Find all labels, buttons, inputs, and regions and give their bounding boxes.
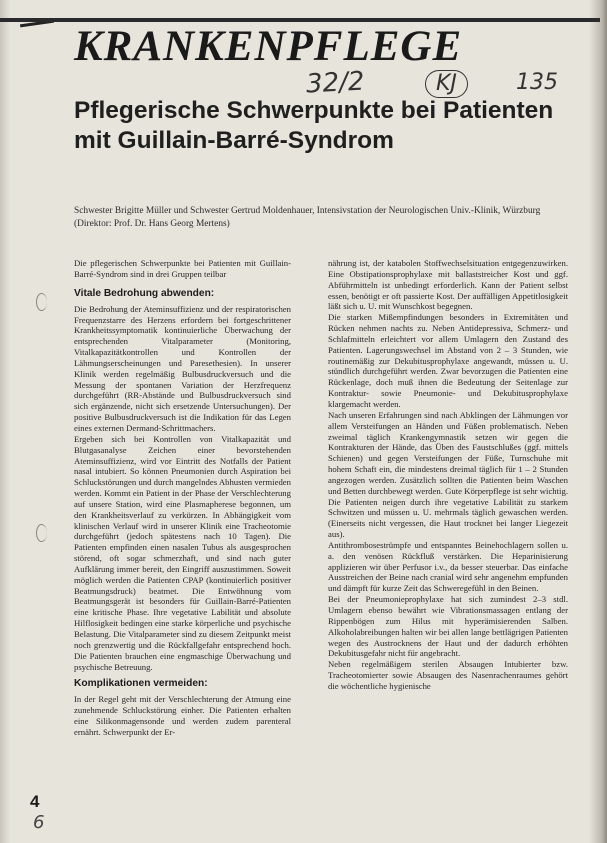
body-paragraph: Antithrombosestrümpfe und entspanntes Beinehochlagern sollen u. a. den venösen Rückfluß verstärken. Die Heparinisierung applizieren wir über Perfusor i.v., da besser steuerbar. Das einfache Ausstreichen der Beine nach cranial wird sehr angenehm empfunden und dämpft für kurze Zeit das Schweregefühl in den Beinen.	[328, 539, 568, 594]
body-paragraph: Ergeben sich bei Kontrollen von Vitalkapazität und Blutgasanalyse Zeichen einer bevorstehenden Ateminsuffizienz, wird vor Eintritt des Notfalls der Patient nasal intubiert. So können Pneumonien durch Aspiration bei Schluckstörungen und durch mangelndes Abhusten vermieden werden. Kommt ein Patient in der Phase der Verschlechterung auf unsere Station, wird eine Plasmapherese begonnen, um den Krankheitsverlauf zu verkürzen. In Abhängigkeit vom klinischen Verlauf wird in unserer Klinik eine Tracheotomie durchgeführt (jedoch spätestens nach 10 Tagen). Die Patienten empfinden einen nasalen Tubus als ausgesprochen störend, oft sogar schmerzhaft, und sind nach guter Aufklärung immer bereit, den Eingriff auszustimmen. Soweit möglich werden die Patienten CPAP (kontinuierlich positiver Beatmungsdruck) beatmet. Die Entwöhnung vom Beatmungsgerät ist besonders für Guillain-Barré-Patienten eine kritische Phase. Ihre vegetative Labilität und absolute Hilflosigkeit bedingen eine starke körperliche und psychische Belastung. Die Vitalparameter sind zu diesem Zeitpunkt meist noch grenzwertig und die Rückfallgefahr entsprechend hoch. Die Patienten brauchen eine engmaschige Überwachung und psychische Betreuung.	[74, 433, 291, 672]
handwritten-reference-circled: KJ	[425, 70, 468, 98]
handwritten-reference: 32/2	[305, 66, 366, 100]
body-paragraph: nährung ist, der katabolen Stoffwechselsituation entgegenzuwirken. Eine Obstipationsprophylaxe mit ballaststreicher Kost und ggf. Abführmitteln ist unbedingt erforderlich. Kann der Patient selbst essen, benötigt er oft passierte Kost. Der auffälligen Appetitlosigkeit läßt sich u. U. mit Wunschkost begegnen.	[328, 258, 568, 312]
body-paragraph: Bei der Pneumonieprophylaxe hat sich zumindest 2–3 stdl. Umlagern ebenso bewährt wie Vibrationsmassagen entlang der Rippenbögen zum Hilus mit hyperämisierenden Salben. Alkoholabreibungen halten wir bei allen lange bettlägrigen Patienten wegen des Austrocknens der Haut und der dadurch erhöhten Dekubitusgefahr nicht für angebracht.	[328, 594, 568, 659]
masthead-rule	[0, 18, 600, 22]
handwritten-page-number: 6	[33, 812, 45, 833]
body-paragraph: In der Regel geht mit der Verschlechterung der Atmung eine zunehmende Schluckstörung einher. Die Patienten erhalten eine Silikonmagensonde und werden zudem parenteral ernährt. Schwerpunkt der Er-	[74, 694, 291, 737]
body-paragraph: Die starken Mißempfindungen besonders in Extremitäten und Rücken nehmen nachts zu. Neben Antidepressiva, Schmerz- und Schlafmitteln erleichtert vor allem Umlagern den Zustand des Patienten. Lagerungswechsel im Abstand von 2 – 3 Stunden, wie routinemäßig zur Dekubitusprophylaxe angewandt, müssen u. U. stündlich durchgeführt werden. Zwar bevorzugen die Patienten eine Rückenlage, doch muß ihnen die Bedeutung der Seitenlage zur Kontraktur- sowie Pneumonie- und Dekubitusprophylaxe klargemacht werden.	[328, 312, 568, 409]
text-column-right	[328, 258, 568, 692]
handwritten-reference-number: 135	[516, 70, 558, 95]
author-byline: Schwester Brigitte Müller und Schwester Gertrud Moldenhauer, Intensivstation der Neurologischen Univ.-Klinik, Würzburg (Direktor: Prof. Dr. Hans Georg Mertens)	[74, 206, 541, 229]
intro-paragraph: Die pflegerischen Schwerpunkte bei Patienten mit Guillain-Barré-Syndrom sind in drei Gruppen teilbar	[74, 258, 291, 279]
section-title: KRANKENPFLEGE	[74, 23, 463, 70]
punch-hole-mark	[36, 293, 47, 311]
body-paragraph: Neben regelmäßigem sterilen Absaugen Intubierter bzw. Tracheotomierter sowie Absaugen des Nasenrachenraumes gehört die wöchentliche hygienische	[328, 659, 568, 691]
masthead	[0, 0, 600, 72]
article-title: Pflegerische Schwerpunkte bei Patienten mit Guillain-Barré-Syndrom	[74, 97, 554, 154]
section-heading: Komplikationen vermeiden:	[74, 678, 208, 690]
text-column-left	[74, 258, 291, 738]
body-paragraph: Die Bedrohung der Ateminsuffizienz und der respiratorischen Frequenzstarre des Herzens erfordern bei fortgeschrittener Krankheitssymptomatik kontinuierliche Überwachung der entsprechenden Vitalparameter (Monitoring, Vitalkapazitätkontrollen und Kontrollen der Lähmungserscheinungen und Paresethesien). In unserer Klinik werden regelmäßig Bulbusdruckversuch und die Messung der spontanen Variation der Herzfrequenz durchgeführt (RR-Abstände und Bulbusdruckversuch sind sich ergänzende, nicht sich ersetzende Untersuchungen). Der positive Bulbusdruckversuch ist die Indikation für das Legen eines externen Dermand-Schrittmachers.	[74, 303, 291, 433]
body-paragraph: Nach unseren Erfahrungen sind nach Abklingen der Lähmungen vor allem Versteifungen an Händen und Füßen problematisch. Neben zweimal täglich Krankengymnastik setzen wir gegen die Kontrakturen der Hände, das Üben des Faustschlußes (ggf. mittels Schienen) und gegen Versteifungen der Füße, Turnschuhe mit hohem Schaft ein, die mindestens dreimal täglich für 1 – 2 Stunden angezogen werden. Zusätzlich sollten die Patienten beim Waschen und Betten durchbewegt werden. Gute Körperpflege ist sehr wichtig. Die Patienten neigen durch ihre vegetative Labilität zu starkem Schwitzen und müssen u. U. mehrmals täglich gewaschen werden. (Einerseits nicht vergessen, die Haut trocknet bei langer Liegezeit aus).	[328, 409, 568, 540]
page-number: 4	[30, 792, 40, 811]
page-left-shadow	[0, 0, 10, 843]
page-right-shadow	[589, 0, 607, 843]
punch-hole-mark	[36, 524, 47, 542]
section-heading: Vitale Bedrohung abwenden:	[74, 287, 215, 299]
